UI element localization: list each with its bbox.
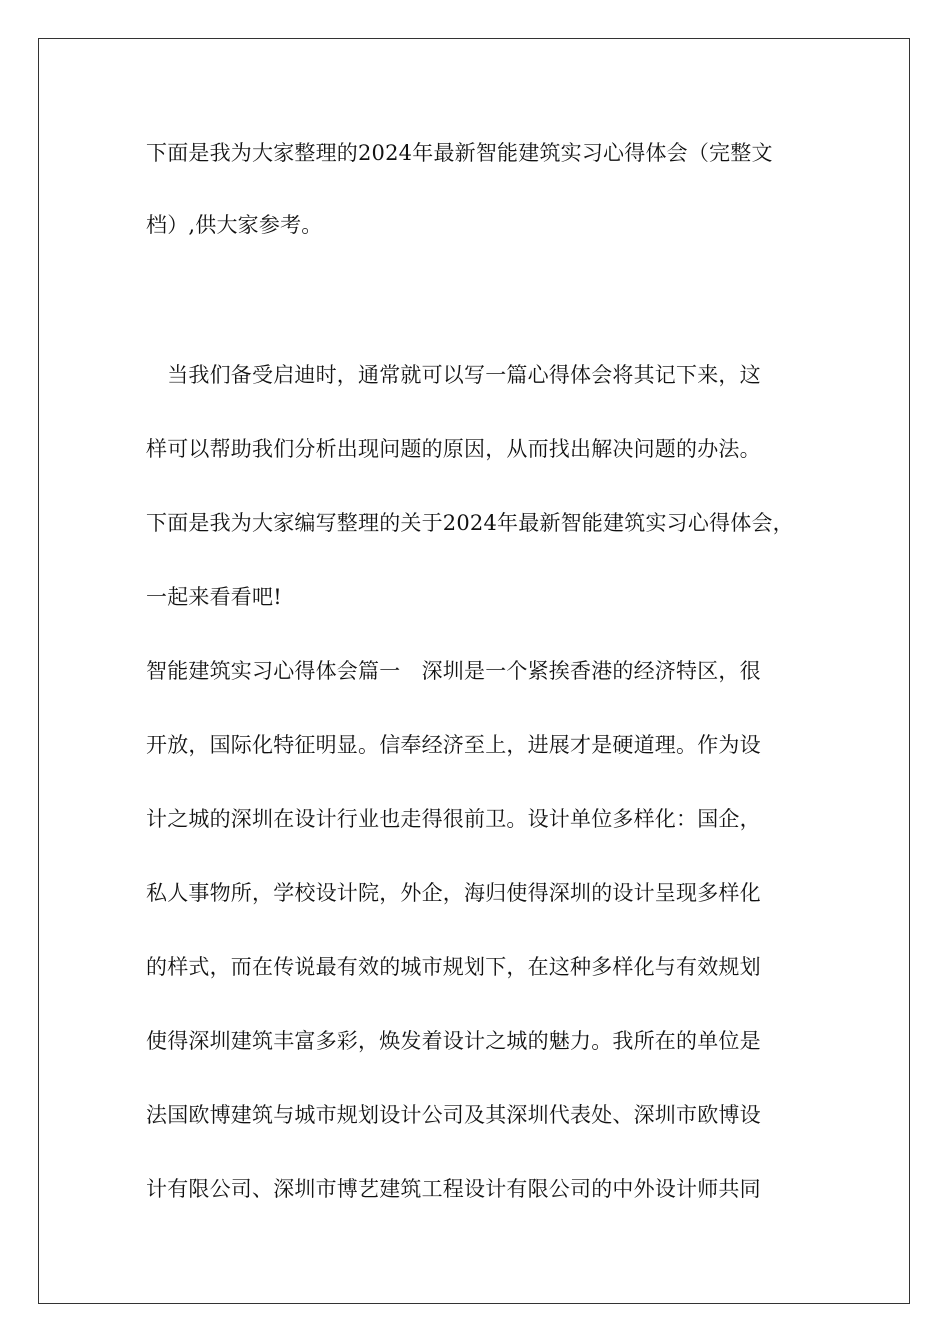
text-line-intro-1: 下面是我为大家整理的2024年最新智能建筑实习心得体会（完整文 — [146, 141, 773, 165]
text-line-para1-4: 一起来看看吧! — [146, 585, 282, 609]
text-line-para1-2: 样可以帮助我们分析出现问题的原因，从而找出解决问题的办法。 — [146, 437, 761, 461]
text-line-section-7: 法国欧博建筑与城市规划设计公司及其深圳代表处、深圳市欧博设 — [146, 1103, 761, 1127]
text-line-section-2: 开放，国际化特征明显。信奉经济至上，进展才是硬道理。作为设 — [146, 733, 761, 757]
text-line-section-4: 私人事物所，学校设计院，外企，海归使得深圳的设计呈现多样化 — [146, 881, 761, 905]
text-line-section-5: 的样式，而在传说最有效的城市规划下，在这种多样化与有效规划 — [146, 955, 761, 979]
text-line-para1-1: 当我们备受启迪时，通常就可以写一篇心得体会将其记下来，这 — [146, 363, 761, 387]
text-line-section-1: 智能建筑实习心得体会篇一 深圳是一个紧挨香港的经济特区，很 — [146, 659, 761, 683]
text-line-para1-3: 下面是我为大家编写整理的关于2024年最新智能建筑实习心得体会， — [146, 511, 794, 535]
text-line-section-8: 计有限公司、深圳市博艺建筑工程设计有限公司的中外设计师共同 — [146, 1177, 761, 1201]
text-line-intro-2: 档）,供大家参考。 — [146, 213, 323, 237]
text-line-section-6: 使得深圳建筑丰富多彩，焕发着设计之城的魅力。我所在的单位是 — [146, 1029, 761, 1053]
text-line-section-3: 计之城的深圳在设计行业也走得很前卫。设计单位多样化：国企， — [146, 807, 761, 831]
